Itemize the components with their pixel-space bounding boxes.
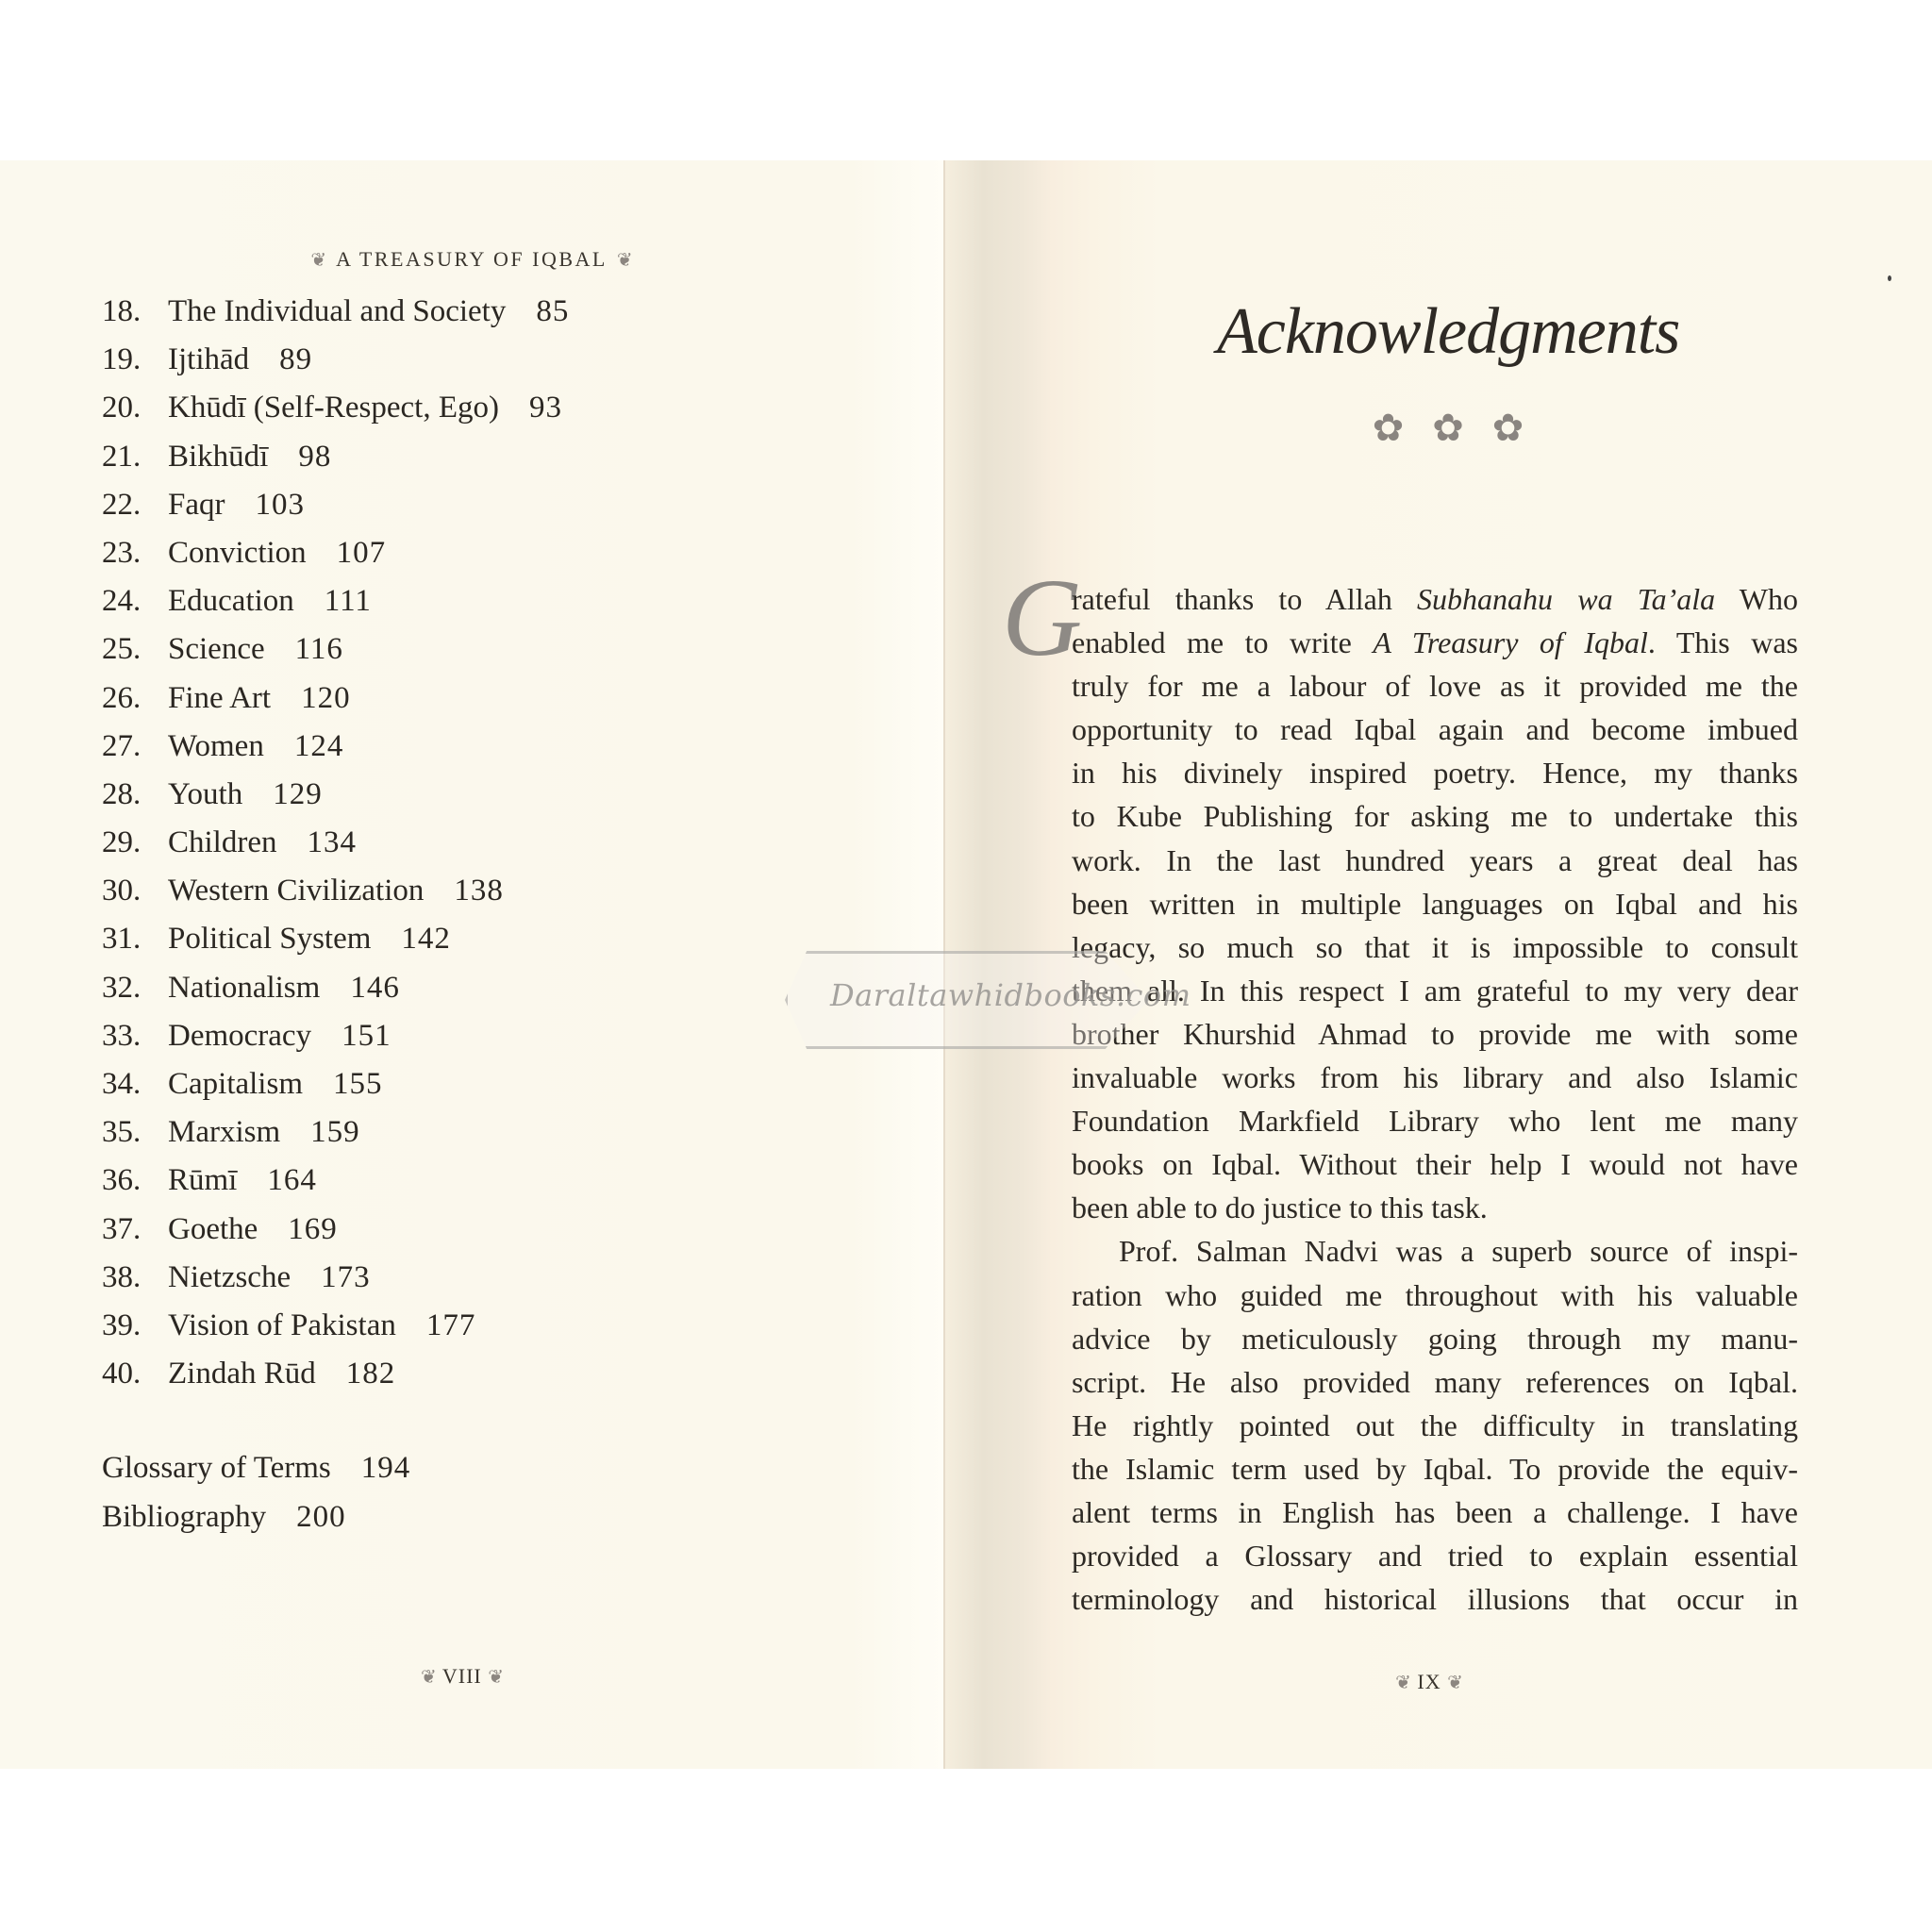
body-line bbox=[1072, 1447, 1798, 1491]
toc-entry-page: 103 bbox=[255, 487, 305, 522]
italic-text: Subhanahu wa Ta’ala bbox=[1417, 582, 1716, 616]
toc-entry-page: 177 bbox=[425, 1307, 476, 1342]
toc-entry-page: 116 bbox=[294, 632, 343, 667]
toc-entry-number: 19. bbox=[102, 342, 142, 377]
toc-entry-page: 138 bbox=[454, 874, 504, 908]
text-run: rateful thanks to Allah bbox=[1072, 582, 1418, 616]
toc-entry-title: Democracy bbox=[168, 1018, 312, 1053]
toc-entry-page: 93 bbox=[529, 391, 562, 425]
italic-text: A Treasury of Iqbal bbox=[1373, 625, 1648, 660]
text-run: Prof. Salman Nadvi was a superb source of inspi- bbox=[1119, 1234, 1798, 1269]
text-run: brother Khurshid Ahmad to provide me with some bbox=[1072, 1016, 1798, 1051]
toc-entry-page: 151 bbox=[341, 1018, 391, 1053]
toc-entry-page: 142 bbox=[401, 922, 451, 957]
toc-entry-title: Nationalism bbox=[168, 970, 321, 1005]
text-run: them all. In this respect I am grateful to my very dear bbox=[1072, 973, 1798, 1008]
toc-entry-number: 33. bbox=[102, 1018, 142, 1053]
toc-entry-title: Education bbox=[168, 584, 294, 619]
running-head-text: A TREASURY OF IQBAL bbox=[336, 247, 608, 271]
toc-entry bbox=[102, 1108, 668, 1157]
toc-entry-title: Zindah Rūd bbox=[168, 1357, 316, 1391]
toc-entry-number: 30. bbox=[102, 874, 142, 908]
body-line bbox=[1072, 794, 1798, 838]
ornament-right-icon: ❦ bbox=[488, 1667, 504, 1688]
text-run: alent terms in English has been a challenge. I have bbox=[1072, 1494, 1798, 1529]
body-line bbox=[1072, 1229, 1798, 1273]
toc-entry bbox=[102, 915, 668, 963]
body-line bbox=[1072, 1317, 1798, 1360]
toc-entry-title: Political System bbox=[168, 922, 372, 957]
toc-entry bbox=[102, 1350, 668, 1398]
toc-entry-number: 20. bbox=[102, 391, 142, 425]
text-run: . This was bbox=[1647, 625, 1798, 660]
toc-entry-title: Science bbox=[168, 632, 265, 667]
text-run: opportunity to read Iqbal again and become imbued bbox=[1072, 712, 1798, 747]
toc-entry-title: Capitalism bbox=[168, 1067, 303, 1101]
toc-entry bbox=[102, 675, 668, 723]
body-line bbox=[1072, 1577, 1798, 1621]
toc-entry-title: Khūdī (Self-Respect, Ego) bbox=[168, 391, 499, 425]
chapter-title: Acknowledgments bbox=[1217, 295, 1680, 368]
watermark-text: Daraltawhidbooks.com bbox=[830, 977, 1191, 1013]
toc-entry-number: 39. bbox=[102, 1307, 142, 1342]
toc-entry-title: Bikhūdī bbox=[168, 439, 269, 474]
toc-entry-number: 36. bbox=[102, 1163, 142, 1198]
body-line bbox=[1072, 925, 1798, 969]
body-line bbox=[1072, 1534, 1798, 1577]
text-run: been able to do justice to this task. bbox=[1072, 1191, 1488, 1225]
toc-entry-title: Children bbox=[168, 825, 277, 860]
acknowledgments-body bbox=[1072, 577, 1798, 1621]
toc-entry bbox=[102, 625, 668, 674]
text-run: advice by meticulously going through my manu- bbox=[1072, 1321, 1798, 1356]
text-run: Foundation Markfield Library who lent me many bbox=[1072, 1104, 1798, 1139]
text-run: Who bbox=[1715, 582, 1798, 616]
folio-right bbox=[1335, 1670, 1524, 1694]
toc-entry bbox=[102, 964, 668, 1012]
toc-entry-page: 120 bbox=[301, 680, 351, 715]
toc-entry-number: 26. bbox=[102, 680, 142, 715]
toc-entry bbox=[102, 1157, 668, 1205]
body-line bbox=[1072, 1056, 1798, 1099]
toc-entry bbox=[102, 336, 668, 384]
toc-entry bbox=[102, 433, 668, 481]
body-line bbox=[1072, 1274, 1798, 1317]
folio-number: VIII bbox=[441, 1664, 482, 1688]
text-run: been written in multiple languages on Iqbal and his bbox=[1072, 886, 1798, 921]
toc-entry-number: 29. bbox=[102, 825, 142, 860]
text-run: work. In the last hundred years a great deal has bbox=[1072, 842, 1798, 877]
toc-entry-number: 40. bbox=[102, 1357, 142, 1391]
toc-entry bbox=[102, 384, 668, 432]
toc-entry-number: 18. bbox=[102, 294, 142, 328]
toc-entry-number: 27. bbox=[102, 728, 142, 763]
text-run: truly for me a labour of love as it provided me the bbox=[1072, 669, 1798, 704]
folio-left bbox=[368, 1664, 557, 1689]
toc-entry-title: Faqr bbox=[168, 487, 225, 522]
text-run: legacy, so much so that it is impossible to consult bbox=[1072, 929, 1798, 964]
body-line bbox=[1072, 664, 1798, 708]
back-matter-title: Glossary of Terms bbox=[102, 1451, 331, 1485]
toc-entry-page: 173 bbox=[321, 1259, 371, 1294]
back-matter-title: Bibliography bbox=[102, 1500, 267, 1534]
toc-entry-page: 164 bbox=[267, 1163, 317, 1198]
toc-entry-page: 169 bbox=[288, 1211, 338, 1246]
toc-entry bbox=[102, 1060, 668, 1108]
toc-entry-page: 182 bbox=[345, 1357, 396, 1391]
toc-entry-number: 38. bbox=[102, 1259, 142, 1294]
ornament-right-icon: ❦ bbox=[1447, 1673, 1463, 1693]
toc-entry-page: 159 bbox=[310, 1115, 360, 1150]
toc-entry bbox=[102, 1012, 668, 1060]
fleuron-ornament-icon: ✿ ✿ ✿ bbox=[1372, 407, 1534, 449]
toc-entry-title: Western Civilization bbox=[168, 874, 425, 908]
body-line bbox=[1072, 621, 1798, 664]
toc-entry-number: 31. bbox=[102, 922, 142, 957]
toc-entry-page: 85 bbox=[536, 294, 570, 328]
toc-entry-number: 35. bbox=[102, 1115, 142, 1150]
toc-entry-number: 37. bbox=[102, 1211, 142, 1246]
toc-entry-number: 32. bbox=[102, 970, 142, 1005]
toc-entry bbox=[102, 577, 668, 625]
toc-entry bbox=[102, 723, 668, 771]
text-run: the Islamic term used by Iqbal. To provide the equiv- bbox=[1072, 1451, 1798, 1486]
toc-entry-number: 21. bbox=[102, 439, 142, 474]
toc-entry bbox=[102, 867, 668, 915]
toc-entry bbox=[102, 771, 668, 819]
paper-speck bbox=[1888, 275, 1891, 281]
body-line bbox=[1072, 708, 1798, 751]
toc-entry bbox=[102, 1206, 668, 1254]
text-run: provided a Glossary and tried to explain essential bbox=[1072, 1539, 1798, 1574]
text-run: enabled me to write bbox=[1072, 625, 1374, 660]
toc-entry-number: 24. bbox=[102, 584, 142, 619]
toc-entry-number: 25. bbox=[102, 632, 142, 667]
back-matter-list bbox=[102, 1443, 668, 1541]
running-head bbox=[283, 247, 660, 272]
toc-entry-page: 98 bbox=[298, 439, 332, 474]
body-line bbox=[1072, 1360, 1798, 1404]
toc-entry-page: 111 bbox=[324, 584, 372, 619]
ornament-left-icon: ❦ bbox=[1395, 1673, 1411, 1693]
text-run: script. He also provided many references on Iqbal. bbox=[1072, 1364, 1798, 1399]
body-line bbox=[1072, 1142, 1798, 1186]
back-matter-entry bbox=[102, 1443, 668, 1492]
toc-entry-number: 23. bbox=[102, 535, 142, 570]
back-matter-page: 194 bbox=[360, 1451, 411, 1485]
toc-entry-page: 89 bbox=[279, 342, 313, 377]
toc-entry-title: Vision of Pakistan bbox=[168, 1307, 396, 1342]
toc-entry-page: 124 bbox=[293, 728, 344, 763]
body-line bbox=[1072, 839, 1798, 882]
toc-entry-title: Women bbox=[168, 728, 264, 763]
toc-entry-title: Goethe bbox=[168, 1211, 258, 1246]
toc-entry bbox=[102, 481, 668, 529]
toc-entry bbox=[102, 1254, 668, 1302]
text-run: invaluable works from his library and also Islamic bbox=[1072, 1060, 1798, 1095]
toc-entry bbox=[102, 529, 668, 577]
toc-entry-page: 155 bbox=[333, 1067, 383, 1101]
toc-entry-title: Fine Art bbox=[168, 680, 272, 715]
text-run: books on Iqbal. Without their help I would not have bbox=[1072, 1147, 1798, 1182]
ornament-left-icon: ❦ bbox=[310, 250, 327, 271]
body-line bbox=[1072, 751, 1798, 794]
body-line bbox=[1072, 1186, 1798, 1229]
body-line bbox=[1072, 1404, 1798, 1447]
toc-entry-title: Youth bbox=[168, 776, 243, 811]
toc-entry-title: Conviction bbox=[168, 535, 307, 570]
back-matter-page: 200 bbox=[296, 1500, 346, 1534]
toc-entry-number: 28. bbox=[102, 776, 142, 811]
body-line bbox=[1072, 1491, 1798, 1534]
ornament-left-icon: ❦ bbox=[420, 1667, 437, 1688]
text-run: to Kube Publishing for asking me to undertake this bbox=[1072, 799, 1798, 834]
body-line bbox=[1072, 1099, 1798, 1142]
toc-entry-page: 134 bbox=[307, 825, 357, 860]
toc-entry-title: Marxism bbox=[168, 1115, 281, 1150]
body-line bbox=[1072, 1012, 1798, 1056]
toc-entry-title: Nietzsche bbox=[168, 1259, 291, 1294]
toc-entry bbox=[102, 288, 668, 336]
table-of-contents bbox=[102, 288, 668, 1398]
toc-entry-number: 34. bbox=[102, 1067, 142, 1101]
text-run: ration who guided me throughout with his valuable bbox=[1072, 1277, 1798, 1312]
folio-number: IX bbox=[1417, 1670, 1441, 1693]
toc-entry-title: The Individual and Society bbox=[168, 294, 507, 328]
text-run: terminology and historical illusions that occur in bbox=[1072, 1582, 1798, 1617]
toc-entry-page: 129 bbox=[273, 776, 323, 811]
text-run: in his divinely inspired poetry. Hence, my thanks bbox=[1072, 756, 1798, 791]
body-line bbox=[1072, 882, 1798, 925]
toc-entry-page: 107 bbox=[336, 535, 387, 570]
toc-entry bbox=[102, 819, 668, 867]
drop-cap: G bbox=[1002, 556, 1083, 679]
toc-entry bbox=[102, 1302, 668, 1350]
toc-entry-page: 146 bbox=[350, 970, 400, 1005]
text-run: He rightly pointed out the difficulty in translating bbox=[1072, 1407, 1798, 1442]
ornament-right-icon: ❦ bbox=[616, 250, 633, 271]
back-matter-entry bbox=[102, 1492, 668, 1541]
body-line bbox=[1072, 577, 1798, 621]
toc-entry-title: Rūmī bbox=[168, 1163, 238, 1198]
toc-entry-title: Ijtihād bbox=[168, 342, 250, 377]
toc-entry-number: 22. bbox=[102, 487, 142, 522]
